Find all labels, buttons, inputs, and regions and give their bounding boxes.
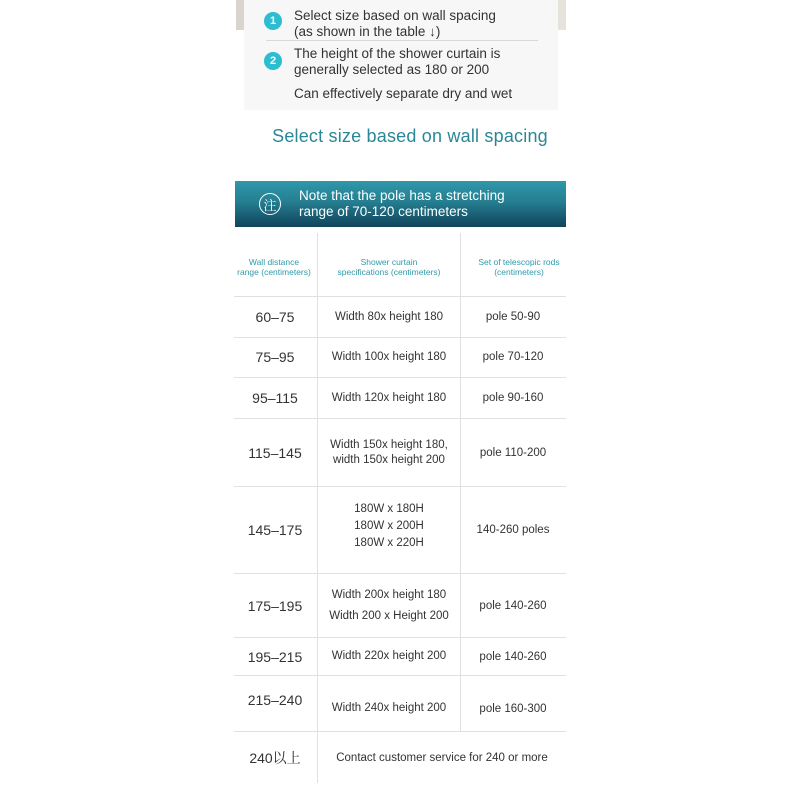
range-cell: 75–95 [255,349,295,365]
rod-cell: pole 90-160 [482,392,544,404]
rod-cell: pole 110-200 [479,446,547,459]
spec-line: Width 120x height 180 [331,391,447,404]
spec-cell [318,297,460,337]
header-curtain-spec [318,257,460,277]
spec-line: Width 80x height 180 [334,310,444,323]
spec-line: Width 240x height 200 [331,702,447,714]
note-line: range of 70-120 centimeters [299,204,468,219]
tip-line: generally selected as 180 or 200 [294,62,490,77]
tip-line: Select size based on wall spacing [294,8,496,23]
tips-card [244,0,558,110]
contact-cell: Contact customer service for 240 or more [336,752,548,764]
spec-line: 180W x 200H [354,520,424,532]
header-line: Shower curtain [360,257,418,267]
spec-line: Width 150x height 180, [330,438,448,451]
tip-line: The height of the shower curtain is [294,46,501,61]
spec-cell [318,676,460,731]
spec-cell [318,419,460,486]
spec-line: Width 200 x Height 200 [329,609,449,622]
table-row [234,676,566,731]
rod-cell: pole 140-260 [479,599,547,612]
section-title: Select size based on wall spacing [272,126,548,146]
spec-cell [318,574,460,637]
table-row [234,378,566,418]
note-text [299,188,505,220]
rod-cell: pole 160-300 [479,702,547,715]
range-cell: 195–215 [247,648,303,665]
table-row [234,574,566,637]
range-cell: 60–75 [255,309,295,325]
range-cell: 115–145 [248,444,302,461]
spec-line: width 150x height 200 [333,453,445,466]
range-cell: 145–175 [247,522,303,538]
spec-line: Width 220x height 200 [331,650,447,662]
range-cell: 215–240 [247,691,303,708]
table-row [234,337,566,377]
header-line: range (centimeters) [237,267,311,277]
tip-text [294,46,512,102]
tip-number-badge: 2 [264,52,282,70]
range-cell: 240以上 [249,750,301,766]
note-line: Note that the pole has a stretching [299,188,505,203]
header-line: (centimeters) [494,267,544,277]
tip-line: (as shown in the table ↓) [294,24,441,39]
rod-cell: 140-260 poles [476,524,550,536]
header-rod-set [460,257,578,277]
table-row [234,297,566,337]
table-row [234,732,566,784]
header-wall-distance [224,257,324,277]
tip-number-badge: 1 [264,12,282,30]
table-row [234,419,566,486]
spec-line: 180W x 220H [354,537,424,549]
spec-cell [318,337,460,377]
header-line: Wall distance [248,257,300,267]
rod-cell: pole 50-90 [485,311,541,323]
spec-cell [318,638,460,675]
spec-line: Width 100x height 180 [331,350,447,363]
rod-cell: pole 140-260 [479,650,547,663]
range-cell: 175–195 [247,597,303,614]
tip-divider [266,40,538,41]
note-banner [235,181,566,227]
table-row [234,487,566,573]
tip-line: Can effectively separate dry and wet [294,86,513,101]
spec-cell [318,378,460,418]
spec-line: Width 200x height 180 [331,588,447,601]
spec-cell [318,480,460,573]
header-line: specifications (centimeters) [337,267,441,277]
note-icon: 注 [259,193,281,215]
range-cell: 95–115 [252,390,298,406]
tip-text [294,8,496,40]
table-row [234,638,566,675]
spec-line: 180W x 180H [354,503,424,515]
header-line: Set of telescopic rods [478,257,560,267]
rod-cell: pole 70-120 [482,351,544,363]
